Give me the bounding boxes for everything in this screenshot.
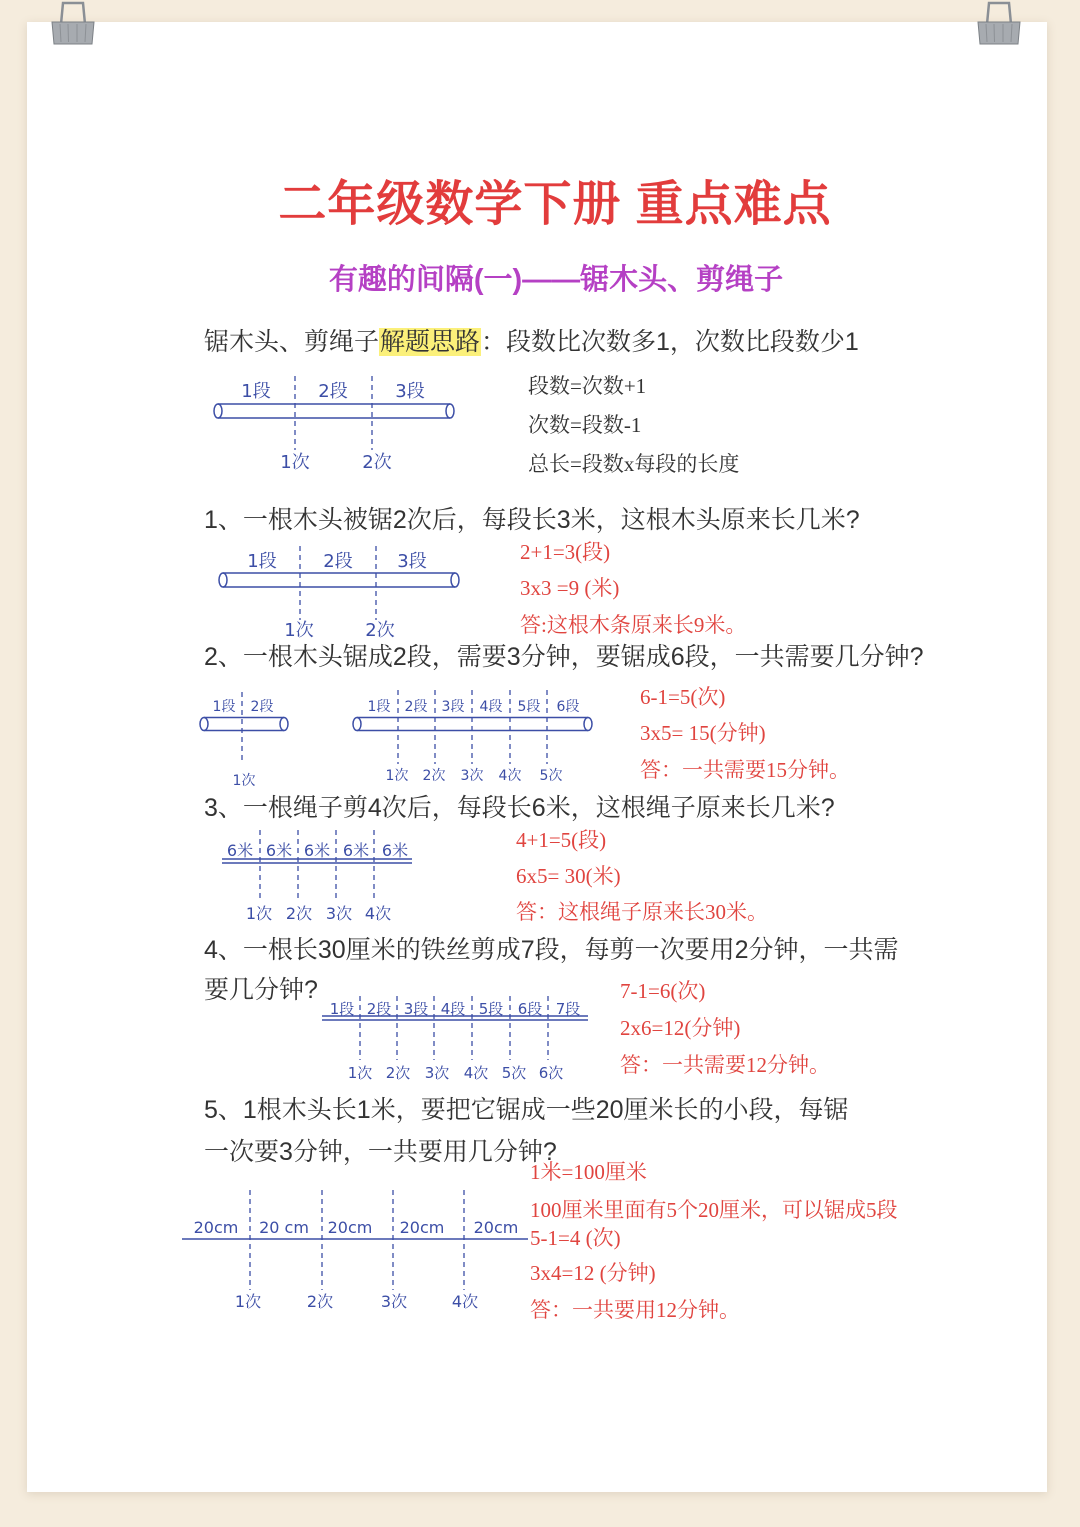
cut-count-label: 1次 <box>245 904 273 923</box>
segment-label: 1段 <box>367 699 391 715</box>
segment-label: 20cm <box>473 1218 519 1237</box>
cut-count-label: 1次 <box>234 1292 262 1311</box>
cut-count-label: 2次 <box>362 452 392 473</box>
question-text: 要几分钟? <box>204 976 318 1004</box>
question-text: 4、一根长30厘米的铁丝剪成7段，每剪一次要用2分钟，一共需 <box>204 936 899 964</box>
clip-wire <box>61 3 85 24</box>
segment-label: 20cm <box>327 1218 373 1237</box>
segment-label: 5段 <box>478 1000 504 1018</box>
cut-count-label: 2次 <box>385 1064 411 1082</box>
answer-line: 答:这根木条原来长9米。 <box>520 613 747 637</box>
segment-label: 2段 <box>404 699 428 715</box>
answer-line: 5-1=4 (次) <box>530 1226 621 1250</box>
cut-count-label: 5次 <box>501 1064 527 1082</box>
cut-count-label: 6次 <box>538 1064 564 1082</box>
segment-label: 4段 <box>479 699 503 715</box>
segment-label: 20cm <box>193 1218 239 1237</box>
answer-line: 6-1=5(次) <box>640 685 726 709</box>
segment-label: 2段 <box>250 699 274 715</box>
segment-label: 6米 <box>226 841 254 860</box>
segment-label: 3段 <box>397 551 427 572</box>
segment-label: 6米 <box>342 841 370 860</box>
question-text: 1、一根木头被锯2次后，每段长3米，这根木头原来长几米? <box>204 506 860 534</box>
segment-label: 6米 <box>265 841 293 860</box>
cut-count-label: 2次 <box>285 904 313 923</box>
cut-count-label: 1次 <box>284 620 314 641</box>
segment-label: 3段 <box>441 699 465 715</box>
segment-label: 20cm <box>399 1218 445 1237</box>
segment-label: 3段 <box>395 381 425 402</box>
answer-line: 3x3 =9 (米) <box>520 576 620 600</box>
segment-label: 3段 <box>403 1000 429 1018</box>
segment-label: 1段 <box>241 381 271 402</box>
solution-tip-rule: ：段数比次数多1，次数比段数少1 <box>481 328 859 356</box>
cut-count-label: 2次 <box>365 620 395 641</box>
page-subtitle: 有趣的间隔(一)——锯木头、剪绳子 <box>328 264 784 296</box>
answer-line: 7-1=6(次) <box>620 979 706 1003</box>
cut-count-label: 4次 <box>451 1292 479 1311</box>
segment-label: 7段 <box>555 1000 581 1018</box>
cut-count-label: 3次 <box>325 904 353 923</box>
solution-tip-highlight: 解题思路 <box>380 328 481 356</box>
page-title: 二年级数学下册 重点难点 <box>278 178 832 231</box>
cut-count-label: 3次 <box>460 768 484 784</box>
answer-line: 6x5= 30(米) <box>516 864 621 888</box>
formula-line: 次数=段数-1 <box>528 413 642 437</box>
answer-line: 100厘米里面有5个20厘米，可以锯成5段 <box>530 1198 898 1222</box>
answer-line: 2x6=12(分钟) <box>620 1016 741 1040</box>
cut-count-label: 5次 <box>539 768 563 784</box>
segment-label: 6段 <box>517 1000 543 1018</box>
cut-count-label: 3次 <box>424 1064 450 1082</box>
formula-line: 段数=次数+1 <box>528 374 647 398</box>
answer-line: 答：一共需要12分钟。 <box>620 1053 830 1077</box>
segment-label: 2段 <box>366 1000 392 1018</box>
answer-line: 4+1=5(段) <box>516 828 607 852</box>
cut-count-label: 2次 <box>422 768 446 784</box>
cut-count-label: 4次 <box>498 768 522 784</box>
segment-label: 1段 <box>247 551 277 572</box>
question-text: 2、一根木头锯成2段，需要3分钟，要锯成6段，一共需要几分钟? <box>204 643 924 671</box>
answer-line: 答：一共需要15分钟。 <box>640 758 850 782</box>
question-text: 一次要3分钟，一共要用几分钟? <box>204 1138 557 1166</box>
segment-label: 1段 <box>329 1000 355 1018</box>
segment-label: 2段 <box>318 381 348 402</box>
cut-count-label: 4次 <box>463 1064 489 1082</box>
cut-count-label: 2次 <box>306 1292 334 1311</box>
segment-label: 6米 <box>303 841 331 860</box>
solution-tip <box>204 327 859 357</box>
solution-tip-prefix: 锯木头、剪绳子 <box>204 328 380 356</box>
cut-count-label: 1次 <box>385 768 409 784</box>
answer-line: 2+1=3(段) <box>520 540 611 564</box>
segment-label: 4段 <box>440 1000 466 1018</box>
cut-count-label: 1次 <box>347 1064 373 1082</box>
segment-label: 6米 <box>381 841 409 860</box>
cut-count-label: 1次 <box>280 452 310 473</box>
cut-count-label: 4次 <box>364 904 392 923</box>
answer-line: 答：一共要用12分钟。 <box>530 1298 740 1322</box>
formula-line: 总长=段数x每段的长度 <box>528 452 740 476</box>
answer-line: 3x4=12 (分钟) <box>530 1261 656 1285</box>
segment-label: 5段 <box>517 699 541 715</box>
answer-line: 3x5= 15(分钟) <box>640 721 766 745</box>
answer-line: 答：这根绳子原来长30米。 <box>516 900 768 924</box>
segment-label: 6段 <box>556 699 580 715</box>
answer-line: 1米=100厘米 <box>530 1160 647 1184</box>
segment-label: 20 cm <box>259 1218 309 1237</box>
question-text: 5、1根木头长1米，要把它锯成一些20厘米长的小段，每锯 <box>204 1096 849 1124</box>
cut-count-label: 3次 <box>380 1292 408 1311</box>
cut-count-label: 1次 <box>232 773 256 789</box>
segment-label: 1段 <box>212 699 236 715</box>
question-text: 3、一根绳子剪4次后，每段长6米，这根绳子原来长几米? <box>204 794 835 822</box>
segment-label: 2段 <box>323 551 353 572</box>
clip-wire <box>987 3 1011 24</box>
